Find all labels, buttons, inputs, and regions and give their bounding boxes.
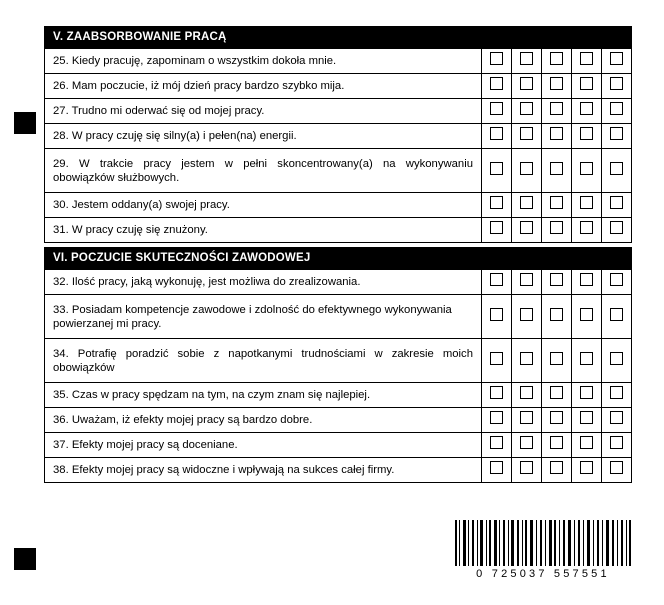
answer-cell[interactable] <box>572 433 602 458</box>
answer-checkbox[interactable] <box>580 102 593 115</box>
answer-cell[interactable] <box>572 295 602 339</box>
answer-checkbox[interactable] <box>550 52 563 65</box>
question-label: Kiedy pracuję, zapominam o wszystkim dokoła mnie. <box>71 55 337 67</box>
question-label: Potrafię poradzić sobie z napotkanymi trudnościami w zakresie moich obowiązków <box>53 347 473 374</box>
answer-checkbox[interactable] <box>490 461 503 474</box>
answer-cell[interactable] <box>572 149 602 193</box>
answer-cell[interactable] <box>572 458 602 483</box>
answer-cell[interactable] <box>542 218 572 243</box>
question-label: Mam poczucie, iż mój dzień pracy bardzo szybko mija. <box>71 80 345 92</box>
answer-checkbox[interactable] <box>580 308 593 321</box>
question-text <box>45 433 482 458</box>
answer-cell[interactable] <box>482 99 512 124</box>
answer-cell[interactable] <box>542 74 572 99</box>
section-header-v: V. ZAABSORBOWANIE PRACĄ <box>44 26 632 48</box>
answer-checkbox[interactable] <box>550 352 563 365</box>
answer-checkbox[interactable] <box>580 162 593 175</box>
answer-cell[interactable] <box>602 295 632 339</box>
answer-cell[interactable] <box>542 433 572 458</box>
answer-checkbox[interactable] <box>520 461 533 474</box>
answer-checkbox[interactable] <box>490 352 503 365</box>
answer-cell[interactable] <box>602 270 632 295</box>
answer-checkbox[interactable] <box>490 308 503 321</box>
answer-cell[interactable] <box>482 218 512 243</box>
answer-checkbox[interactable] <box>520 127 533 140</box>
question-text <box>45 339 482 383</box>
answer-cell[interactable] <box>512 49 542 74</box>
answer-checkbox[interactable] <box>610 352 623 365</box>
answer-cell[interactable] <box>482 383 512 408</box>
answer-cell[interactable] <box>482 408 512 433</box>
answer-checkbox[interactable] <box>550 162 563 175</box>
question-number: 25. <box>53 55 69 67</box>
table-row <box>45 295 632 339</box>
question-number: 26. <box>53 80 69 92</box>
table-row <box>45 149 632 193</box>
question-label: W pracy czuję się znużony. <box>71 224 208 236</box>
answer-checkbox[interactable] <box>580 461 593 474</box>
question-text <box>45 408 482 433</box>
section-v-items <box>44 48 632 243</box>
answer-checkbox[interactable] <box>550 436 563 449</box>
answer-checkbox[interactable] <box>610 127 623 140</box>
question-label: Efekty mojej pracy są widoczne i wpływają na sukces całej firmy. <box>71 464 395 476</box>
answer-checkbox[interactable] <box>490 127 503 140</box>
answer-cell[interactable] <box>602 339 632 383</box>
answer-cell[interactable] <box>542 124 572 149</box>
answer-checkbox[interactable] <box>520 196 533 209</box>
answer-cell[interactable] <box>542 193 572 218</box>
question-label: Jestem oddany(a) swojej pracy. <box>71 199 230 211</box>
answer-checkbox[interactable] <box>520 352 533 365</box>
answer-cell[interactable] <box>542 458 572 483</box>
answer-cell[interactable] <box>572 270 602 295</box>
table-row <box>45 193 632 218</box>
answer-cell[interactable] <box>602 218 632 243</box>
answer-cell[interactable] <box>542 383 572 408</box>
answer-checkbox[interactable] <box>490 102 503 115</box>
ean13-barcode <box>455 520 631 566</box>
question-number: 31. <box>53 224 69 236</box>
question-label: Trudno mi oderwać się od mojej pracy. <box>71 105 265 117</box>
answer-cell[interactable] <box>482 193 512 218</box>
answer-checkbox[interactable] <box>610 411 623 424</box>
answer-cell[interactable] <box>482 149 512 193</box>
answer-cell[interactable] <box>572 74 602 99</box>
question-text <box>45 149 482 193</box>
answer-cell[interactable] <box>542 408 572 433</box>
answer-cell[interactable] <box>542 270 572 295</box>
reg-mark-bottom <box>14 548 36 570</box>
answer-cell[interactable] <box>602 49 632 74</box>
answer-checkbox[interactable] <box>610 436 623 449</box>
question-text <box>45 218 482 243</box>
answer-checkbox[interactable] <box>610 77 623 90</box>
answer-cell[interactable] <box>602 408 632 433</box>
answer-checkbox[interactable] <box>550 102 563 115</box>
answer-cell[interactable] <box>572 408 602 433</box>
question-text <box>45 458 482 483</box>
answer-checkbox[interactable] <box>550 461 563 474</box>
answer-checkbox[interactable] <box>550 411 563 424</box>
barcode-block <box>455 520 631 580</box>
question-text <box>45 74 482 99</box>
answer-cell[interactable] <box>542 295 572 339</box>
table-row <box>45 218 632 243</box>
question-number: 35. <box>53 389 69 401</box>
answer-checkbox[interactable] <box>520 221 533 234</box>
answer-checkbox[interactable] <box>550 273 563 286</box>
answer-cell[interactable] <box>512 124 542 149</box>
answer-cell[interactable] <box>542 149 572 193</box>
question-number: 29. <box>53 157 69 170</box>
table-row <box>45 408 632 433</box>
answer-cell[interactable] <box>512 458 542 483</box>
answer-cell[interactable] <box>512 433 542 458</box>
answer-checkbox[interactable] <box>520 273 533 286</box>
answer-cell[interactable] <box>512 193 542 218</box>
answer-checkbox[interactable] <box>490 436 503 449</box>
question-number: 37. <box>53 439 69 451</box>
answer-checkbox[interactable] <box>580 77 593 90</box>
answer-checkbox[interactable] <box>520 308 533 321</box>
form-area <box>44 26 632 483</box>
answer-cell[interactable] <box>512 295 542 339</box>
answer-checkbox[interactable] <box>580 273 593 286</box>
question-number: 28. <box>53 130 69 142</box>
answer-cell[interactable] <box>572 124 602 149</box>
question-text <box>45 193 482 218</box>
table-row <box>45 383 632 408</box>
answer-checkbox[interactable] <box>610 221 623 234</box>
answer-cell[interactable] <box>542 99 572 124</box>
table-row <box>45 74 632 99</box>
answer-cell[interactable] <box>482 49 512 74</box>
answer-checkbox[interactable] <box>580 411 593 424</box>
answer-checkbox[interactable] <box>580 436 593 449</box>
answer-cell[interactable] <box>512 74 542 99</box>
answer-checkbox[interactable] <box>610 52 623 65</box>
answer-checkbox[interactable] <box>610 162 623 175</box>
answer-cell[interactable] <box>482 74 512 99</box>
question-number: 30. <box>53 199 69 211</box>
answer-cell[interactable] <box>512 270 542 295</box>
question-text <box>45 99 482 124</box>
answer-checkbox[interactable] <box>490 196 503 209</box>
answer-cell[interactable] <box>602 74 632 99</box>
answer-cell[interactable] <box>602 124 632 149</box>
answer-checkbox[interactable] <box>550 386 563 399</box>
answer-checkbox[interactable] <box>580 352 593 365</box>
answer-cell[interactable] <box>542 339 572 383</box>
answer-cell[interactable] <box>512 218 542 243</box>
answer-cell[interactable] <box>482 295 512 339</box>
answer-cell[interactable] <box>482 124 512 149</box>
answer-checkbox[interactable] <box>550 308 563 321</box>
question-label: Czas w pracy spędzam na tym, na czym znam się najlepiej. <box>71 389 371 401</box>
answer-cell[interactable] <box>482 339 512 383</box>
answer-cell[interactable] <box>482 270 512 295</box>
answer-cell[interactable] <box>602 433 632 458</box>
table-row <box>45 433 632 458</box>
answer-checkbox[interactable] <box>520 436 533 449</box>
answer-checkbox[interactable] <box>520 411 533 424</box>
question-text <box>45 270 482 295</box>
question-label: Uważam, iż efekty mojej pracy są bardzo dobre. <box>71 414 313 426</box>
answer-cell[interactable] <box>572 99 602 124</box>
barcode-digits: 0 725037 557551 <box>476 568 610 580</box>
answer-checkbox[interactable] <box>610 386 623 399</box>
answer-cell[interactable] <box>572 193 602 218</box>
question-label: Posiadam kompetencje zawodowe i zdolność do efektywnego wykonywania powierzanej mi pracy. <box>53 303 452 330</box>
answer-checkbox[interactable] <box>580 386 593 399</box>
answer-cell[interactable] <box>572 339 602 383</box>
question-label: W pracy czuję się silny(a) i pełen(na) energii. <box>71 130 297 142</box>
question-number: 33. <box>53 303 69 316</box>
answer-checkbox[interactable] <box>490 162 503 175</box>
question-number: 38. <box>53 464 69 476</box>
answer-checkbox[interactable] <box>490 221 503 234</box>
answer-checkbox[interactable] <box>520 386 533 399</box>
answer-checkbox[interactable] <box>490 77 503 90</box>
question-text <box>45 383 482 408</box>
answer-checkbox[interactable] <box>580 52 593 65</box>
answer-checkbox[interactable] <box>490 273 503 286</box>
answer-cell[interactable] <box>512 99 542 124</box>
section-vi-items <box>44 269 632 483</box>
answer-cell[interactable] <box>602 149 632 193</box>
question-text <box>45 124 482 149</box>
answer-cell[interactable] <box>602 458 632 483</box>
table-row <box>45 339 632 383</box>
answer-cell[interactable] <box>572 49 602 74</box>
table-row <box>45 49 632 74</box>
answer-checkbox[interactable] <box>490 386 503 399</box>
answer-checkbox[interactable] <box>550 221 563 234</box>
answer-checkbox[interactable] <box>610 308 623 321</box>
answer-cell[interactable] <box>482 433 512 458</box>
question-label: Ilość pracy, jaką wykonuję, jest możliwa do zrealizowania. <box>71 276 361 288</box>
table-row <box>45 270 632 295</box>
answer-cell[interactable] <box>482 458 512 483</box>
answer-cell[interactable] <box>512 149 542 193</box>
answer-checkbox[interactable] <box>610 102 623 115</box>
answer-cell[interactable] <box>572 218 602 243</box>
answer-cell[interactable] <box>572 383 602 408</box>
answer-checkbox[interactable] <box>580 127 593 140</box>
table-row <box>45 124 632 149</box>
answer-checkbox[interactable] <box>520 102 533 115</box>
section-header-vi: VI. POCZUCIE SKUTECZNOŚCI ZAWODOWEJ <box>44 247 632 269</box>
question-number: 34. <box>53 347 69 360</box>
table-row <box>45 458 632 483</box>
answer-cell[interactable] <box>512 339 542 383</box>
answer-cell[interactable] <box>512 383 542 408</box>
question-number: 36. <box>53 414 69 426</box>
answer-checkbox[interactable] <box>550 127 563 140</box>
question-number: 27. <box>53 105 69 117</box>
question-text <box>45 49 482 74</box>
table-row <box>45 99 632 124</box>
answer-checkbox[interactable] <box>520 77 533 90</box>
answer-cell[interactable] <box>602 193 632 218</box>
question-number: 32. <box>53 276 69 288</box>
answer-cell[interactable] <box>602 99 632 124</box>
answer-cell[interactable] <box>602 383 632 408</box>
answer-checkbox[interactable] <box>610 196 623 209</box>
answer-checkbox[interactable] <box>580 221 593 234</box>
answer-checkbox[interactable] <box>550 77 563 90</box>
question-text <box>45 295 482 339</box>
answer-cell[interactable] <box>512 408 542 433</box>
question-label: W trakcie pracy jestem w pełni skoncentrowany(a) na wykonywaniu obowiązków służbowych. <box>53 157 473 184</box>
answer-checkbox[interactable] <box>520 52 533 65</box>
answer-cell[interactable] <box>542 49 572 74</box>
answer-checkbox[interactable] <box>490 52 503 65</box>
answer-checkbox[interactable] <box>490 411 503 424</box>
answer-checkbox[interactable] <box>580 196 593 209</box>
reg-mark-top <box>14 112 36 134</box>
answer-checkbox[interactable] <box>520 162 533 175</box>
answer-checkbox[interactable] <box>610 273 623 286</box>
question-label: Efekty mojej pracy są doceniane. <box>71 439 238 451</box>
answer-checkbox[interactable] <box>550 196 563 209</box>
answer-checkbox[interactable] <box>610 461 623 474</box>
